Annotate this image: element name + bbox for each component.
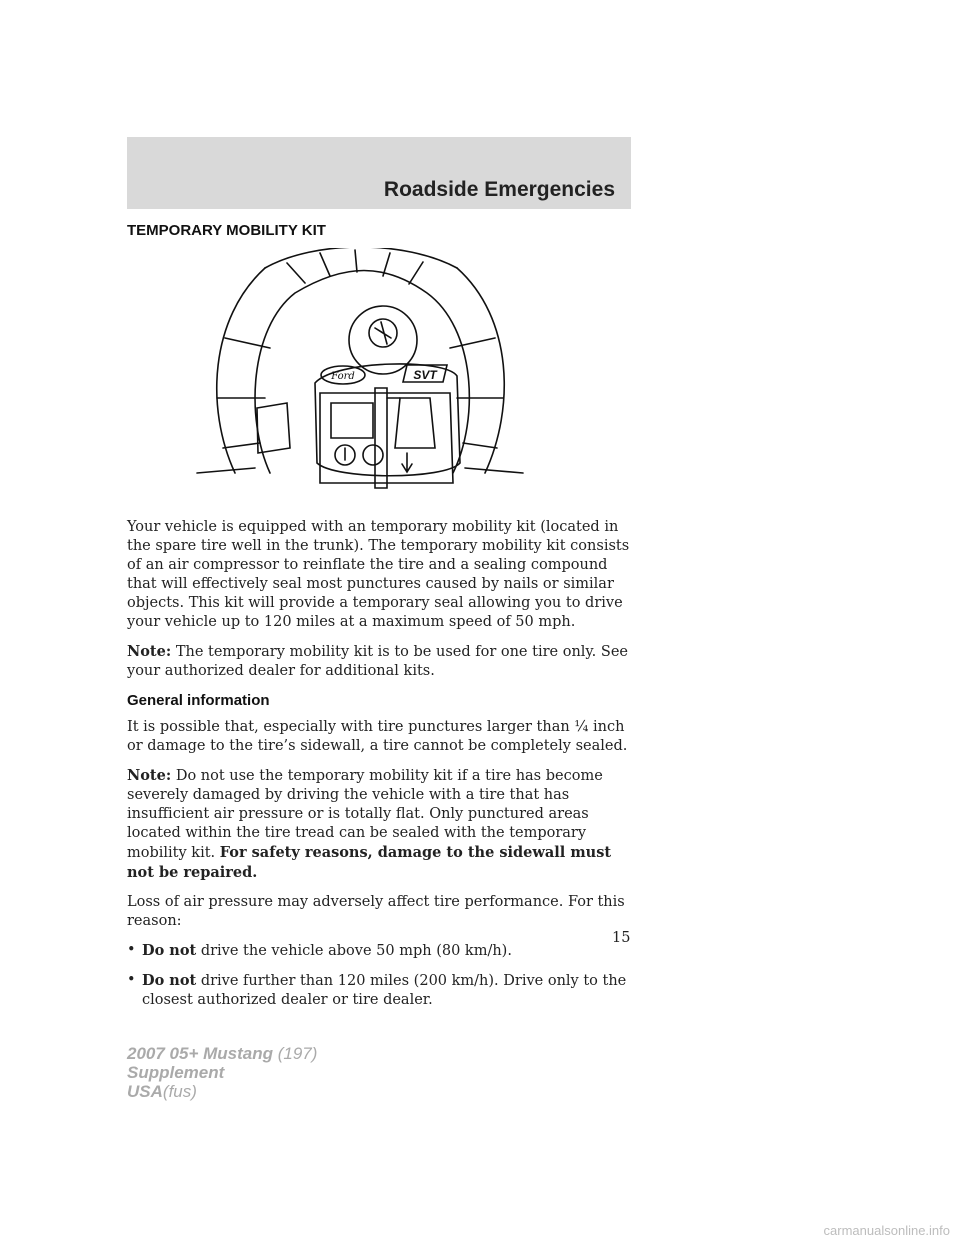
bullet-text: drive further than 120 miles (200 km/h). Drive only to the closest authorized dealer or tire dealer. bbox=[142, 973, 627, 1008]
sidewall-warning: For safety reasons, damage to the sidewall must not be repaired. bbox=[127, 844, 612, 881]
bullet-dot: • bbox=[127, 942, 136, 958]
bullet-text: drive the vehicle above 50 mph (80 km/h). bbox=[200, 943, 512, 959]
note-label: Note: bbox=[127, 643, 172, 660]
header-band bbox=[127, 137, 631, 209]
bullet-dot: • bbox=[127, 972, 136, 988]
bullet-emphasis: Do not bbox=[142, 972, 197, 989]
mobility-kit-illustration bbox=[195, 248, 525, 508]
page-number: 15 bbox=[612, 930, 631, 946]
intro-paragraph: Your vehicle is equipped with an temporary mobility kit (located in the spare tire well in the trunk). The temporary mobility kit consists of an air compressor to reinflate the tire and a sealing compound that will effectively seal most punctures caused by nails or similar objects. This kit will provide a temporary seal allowing you to drive your vehicle up to 120 miles at a maximum speed of 50 mph. bbox=[127, 519, 630, 630]
warning-label: Note: bbox=[127, 767, 172, 784]
general-information-heading: General information bbox=[127, 692, 270, 709]
puncture-paragraph bbox=[127, 718, 637, 756]
footer-model: 2007 05+ Mustang bbox=[127, 1044, 273, 1063]
watermark: carmanualsonline.info bbox=[823, 1223, 950, 1238]
note-text: The temporary mobility kit is to be used for one tire only. See your authorized dealer for additional kits. bbox=[127, 644, 628, 679]
section-title: TEMPORARY MOBILITY KIT bbox=[127, 222, 326, 239]
ford-logo: Ford bbox=[331, 371, 355, 382]
note-paragraph bbox=[127, 642, 637, 681]
footer-market-line bbox=[127, 1082, 317, 1101]
footer-market: USA bbox=[127, 1082, 163, 1101]
footer-supplement: Supplement bbox=[127, 1063, 225, 1082]
pressure-loss-paragraph: Loss of air pressure may adversely affect tire performance. For this reason: bbox=[127, 894, 625, 929]
body-content bbox=[127, 518, 637, 1020]
svt-logo: SVT bbox=[413, 368, 437, 382]
footer-model-line bbox=[127, 1044, 317, 1063]
chapter-title: Roadside Emergencies bbox=[383, 178, 615, 201]
bullet-item bbox=[127, 941, 637, 961]
warning-text: Do not use the temporary mobility kit if a tire has become severely damaged by driving the vehicle with a tire that has insufficient air pressure or is totally flat. Only punctured areas located within the tire tread can be sealed with the temporary mobility kit. bbox=[127, 768, 603, 861]
bullet-item bbox=[127, 971, 637, 1010]
bullet-emphasis: Do not bbox=[142, 942, 197, 959]
puncture-text-end: inch or damage to the tire’s sidewall, a tire cannot be completely sealed. bbox=[127, 719, 628, 754]
warning-paragraph bbox=[127, 766, 637, 883]
footer-market-code: (fus) bbox=[162, 1082, 197, 1101]
fraction-quarter: ¼ bbox=[574, 719, 589, 735]
puncture-text-start: It is possible that, especially with tire punctures larger than bbox=[127, 719, 575, 735]
document-footer bbox=[127, 1044, 317, 1101]
footer-model-code: (197) bbox=[277, 1044, 318, 1063]
